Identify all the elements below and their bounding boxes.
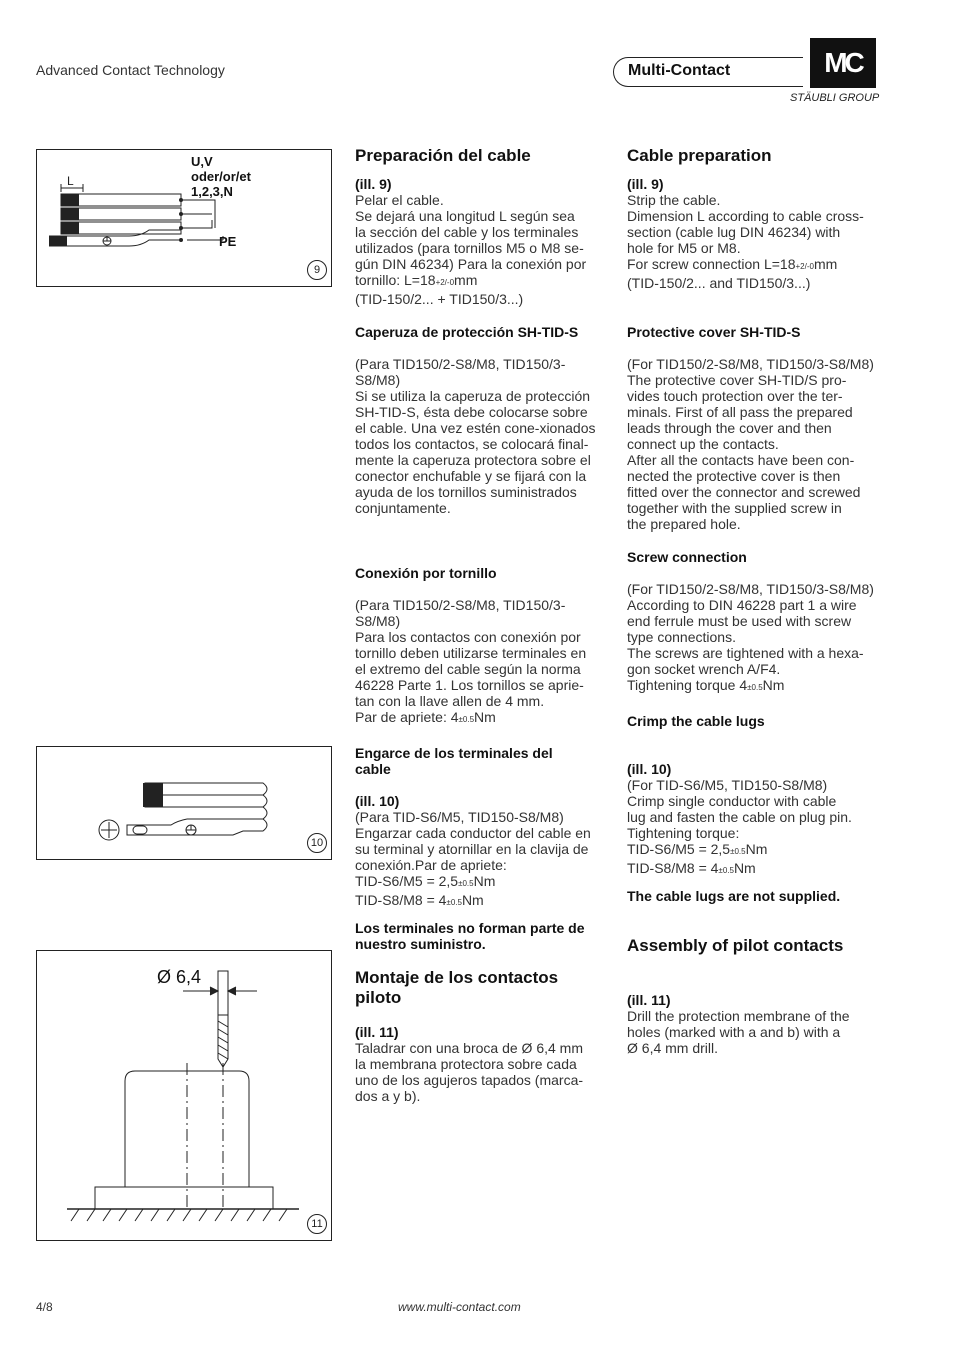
label-uv: U,V oder/or/et 1,2,3,N: [191, 154, 251, 199]
section-body: (Para TID150/2-S8/M8, TID150/3-S8/M8) Si se utiliza la caperuza de protección SH-TID-S, ésta debe colocarse sobre el cable. Una vez estén cone-xionados todos los contactos, se colocará final- mente la caperuza protectora sobre el conector enchufable y se fijará con la ayuda de los tornillos suministrados conjuntamente.: [355, 356, 596, 516]
section-body: (For TID150/2-S8/M8, TID150/3-S8/M8) The protective cover SH-TID/S pro- vides touch protection over the ter- minals. First of all pass the prepared leads through the cover and then connect up the contacts. After all the contacts have been con- nected the protective cover is then fitted over the connector and screwed together with the supplied screw in the prepared hole.: [627, 356, 874, 532]
ill-ref: (ill. 11): [627, 992, 671, 1008]
section-body: Taladrar con una broca de Ø 6,4 mm la membrana protectora sobre cada uno de los agujeros tapados (marca- dos a y b).: [355, 1040, 584, 1104]
cable-strip-diagram: [37, 150, 331, 286]
ill-ref: (ill. 10): [627, 761, 672, 777]
torque-line: TID-S6/M5 = 2,5±0.5Nm: [355, 873, 496, 889]
note: Los terminales no forman parte de nuestro suministro.: [355, 920, 585, 952]
label-L: L: [67, 174, 74, 188]
section-title: Assembly of pilot contacts: [627, 936, 844, 955]
ill-ref: (ill. 11): [355, 1024, 399, 1040]
cable-lug-diagram: [37, 747, 331, 859]
page-number: 4/8: [36, 1300, 53, 1314]
section-body: (For TID150/2-S8/M8, TID150/3-S8/M8) According to DIN 46228 part 1 a wire end ferrule must be used with screw type connections. The screws are tightened with a hexa- gon socket wrench A/F4. Tightening torque 4±0.5Nm: [627, 581, 874, 693]
section-title: Caperuza de protección SH-TID-S: [355, 324, 579, 340]
section-body: (Para TID-S6/M5, TID150-S8/M8) Engarzar cada conductor del cable en su terminal y atornillar en la clavija de conexión.Par de apriete:: [355, 809, 591, 873]
section-title: Screw connection: [627, 549, 747, 565]
dimension-label: Ø 6,4: [157, 967, 202, 987]
figure-10: [36, 746, 332, 860]
label-pe: PE: [219, 234, 237, 249]
section-title: Crimp the cable lugs: [627, 713, 765, 729]
section-title: Preparación del cable: [355, 146, 531, 165]
section-body: Pelar el cable. Se dejará una longitud L según sea la sección del cable y los terminales utilizados (para tornillos M5 o M8 se- gún DIN 46234) Para la conexión por tornillo: L=18+2/-0mm (TID-150/2... + TID150/3...): [355, 192, 587, 307]
section-body: (For TID-S6/M5, TID150-S8/M8) Crimp single conductor with cable lug and fasten the cable on plug pin. Tightening torque:: [627, 777, 852, 841]
torque-line: TID-S6/M5 = 2,5±0.5Nm: [627, 841, 768, 857]
website-link[interactable]: www.multi-contact.com: [398, 1300, 521, 1314]
figure-number: 9: [307, 260, 327, 280]
figure-number: 11: [307, 1214, 327, 1234]
ill-ref: (ill. 10): [355, 793, 400, 809]
section-body: Drill the protection membrane of the holes (marked with a and b) with a Ø 6,4 mm drill.: [627, 1008, 850, 1056]
section-body: (Para TID150/2-S8/M8, TID150/3-S8/M8) Para los contactos con conexión por tornillo deben utilizarse terminales en el extremo del cable según la norma 46228 Parte 1. Los tornillos se aprie- tan con la llave allen de 4 mm. Par de apriete: 4±0.5Nm: [355, 597, 587, 725]
section-title: Engarce de los terminales del cable: [355, 745, 553, 777]
section-title: Cable preparation: [627, 146, 772, 165]
figure-11: [36, 950, 332, 1241]
header-tagline: Advanced Contact Technology: [36, 62, 225, 78]
mc-logo: MC: [810, 38, 876, 88]
section-title: Conexión por tornillo: [355, 565, 497, 581]
figure-9: [36, 149, 332, 287]
section-title: Protective cover SH-TID-S: [627, 324, 801, 340]
ill-ref: (ill. 9): [355, 176, 392, 192]
drill-diagram: [37, 951, 331, 1240]
spanish-column: [355, 146, 610, 1104]
group-name: STÄUBLI GROUP: [790, 92, 880, 104]
note: The cable lugs are not supplied.: [627, 888, 841, 904]
brand-name: Multi-Contact: [628, 62, 731, 79]
english-column: [627, 146, 887, 1056]
ill-ref: (ill. 9): [627, 176, 664, 192]
figure-number: 10: [307, 833, 327, 853]
section-body: Strip the cable. Dimension L according to cable cross- section (cable lug DIN 46234) with hole for M5 or M8. For screw connection L=18+2/-0mm (TID-150/2... and TID150/3...): [627, 192, 864, 291]
torque-line: TID-S8/M8 = 4±0.5Nm: [355, 892, 484, 908]
torque-line: TID-S8/M8 = 4±0.5Nm: [627, 860, 756, 876]
section-title: Montaje de los contactos piloto: [355, 968, 559, 1007]
